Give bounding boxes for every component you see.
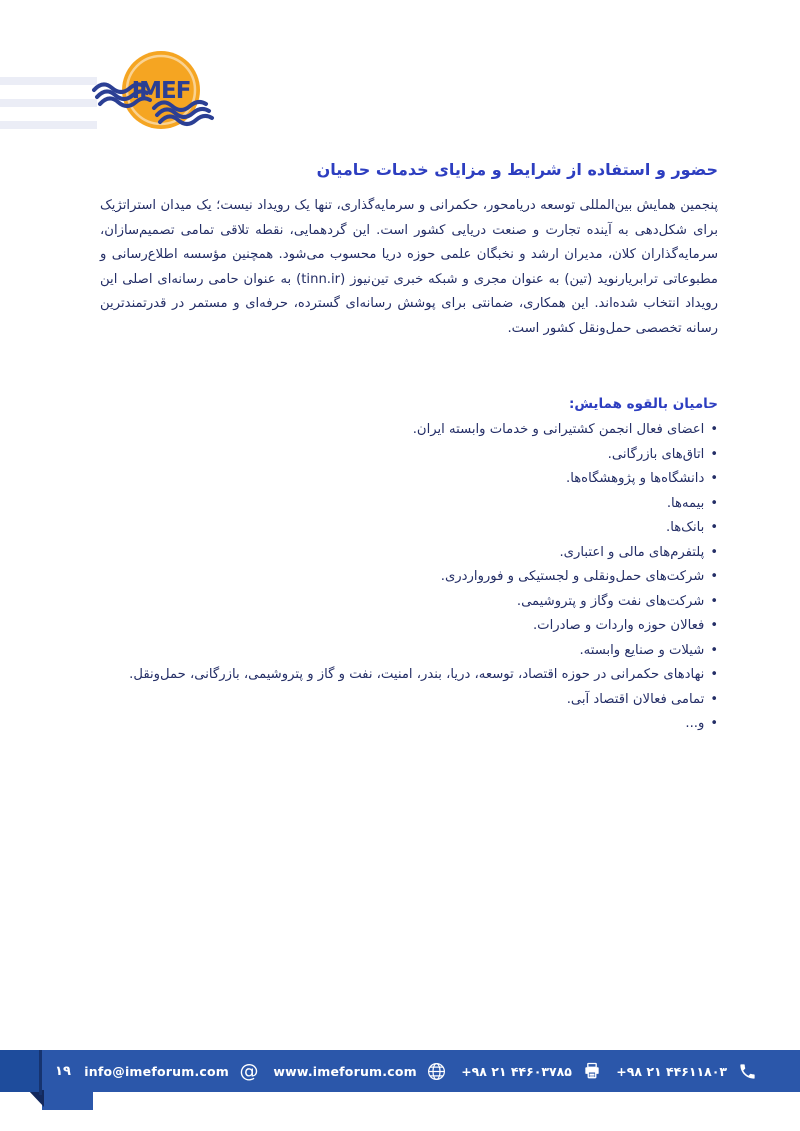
list-item [100, 544, 718, 562]
list-item [100, 446, 718, 464]
footer-dark-segment [0, 1050, 40, 1092]
list-item-label: بانک‌ها. [666, 520, 705, 535]
list-item-label: فعالان حوزه واردات و صادرات. [532, 618, 705, 633]
globe-icon [426, 1060, 448, 1082]
fax-number: +۹۸ ۲۱ ۴۴۶۰۳۷۸۵ [461, 1063, 572, 1079]
bullet-icon: • [710, 618, 718, 633]
fax-icon [581, 1060, 603, 1082]
list-item-label: شرکت‌های نفت وگاز و پتروشیمی. [516, 593, 705, 609]
at-icon: @ [239, 1060, 259, 1082]
list-item-label: تمامی فعالان اقتصاد آبی. [566, 691, 705, 707]
list-item [100, 568, 718, 586]
ribbon-edge [39, 1050, 42, 1095]
list-item [100, 519, 718, 537]
footer-bar [0, 1050, 800, 1092]
bullet-icon: • [710, 569, 718, 584]
intro-paragraph: پنجمین همایش بین‌المللی توسعه دریامحور، حکمرانی و سرمایه‌گذاری، تنها یک رویداد نیست؛ یک میدان استراتژیک برای شکل‌دهی به آینده تجارت و صنعت دریایی کشور است. این گردهمایی، نقطه تلاقی تمامی تصمیم‌سازان، سرمایه‌گذاران کلان، مدیران ارشد و نخبگان علمی حوزه دریا محسوب می‌شود. همچنین مؤسسه اطلاع‌رسانی و مطبوعاتی ترابریارنوید (تین) به عنوان مجری و شبکه خبری تین‌نیوز (tinn.ir) به عنوان حامی رسانه‌ای اصلی این رویداد انتخاب شده‌اند. این همکاری، ضمانتی برای پوشش رسانه‌ای گسترده، حرفه‌ای و مستمر در قدرتمندترین رسانه تخصصی حمل‌ونقل کشور است. [100, 198, 718, 336]
footer-fax-group [461, 1060, 603, 1082]
list-item-label: پلتفرم‌های مالی و اعتباری. [559, 544, 705, 560]
imef-logo [88, 50, 238, 142]
list-item [100, 617, 718, 635]
list-item-label: اتاق‌های بازرگانی. [607, 446, 705, 462]
footer-phone-group [616, 1060, 758, 1082]
potential-sponsors-subheading: حامیان بالقوه همایش: [568, 396, 718, 412]
bullet-icon: • [710, 642, 718, 658]
list-item [100, 691, 718, 709]
email-link[interactable]: info@imeforum.com [84, 1063, 230, 1079]
bullet-icon: • [710, 716, 718, 731]
logo-text: IMEF [131, 78, 191, 104]
list-item [100, 593, 718, 611]
bullet-icon: • [710, 544, 718, 560]
bullet-icon: • [710, 593, 718, 609]
list-item-label: شرکت‌های حمل‌ونقلی و لجستیکی و فورواردری. [440, 569, 705, 584]
list-item [100, 715, 718, 733]
list-item [100, 421, 718, 439]
decorative-stripe [0, 77, 97, 85]
bullet-icon: • [710, 520, 718, 535]
list-item-label: نهادهای حکمرانی در حوزه اقتصاد، توسعه، دریا، بندر، امنیت، نفت و گاز و پتروشیمی، بازرگانی، حمل‌ونقل. [129, 667, 705, 682]
bullet-icon: • [710, 446, 718, 462]
list-item-label: شیلات و صنایع وابسته. [579, 642, 705, 658]
bullet-icon: • [710, 495, 718, 511]
decorative-stripe [0, 99, 97, 107]
bullet-icon: • [710, 471, 718, 486]
list-item-label: دانشگاه‌ها و پژوهشگاه‌ها. [566, 471, 705, 486]
list-item [100, 470, 718, 488]
sponsors-bullet-list [100, 421, 718, 740]
list-item [100, 666, 718, 684]
phone-icon [736, 1060, 758, 1082]
list-item-label: اعضای فعال انجمن کشتیرانی و خدمات وابسته ایران. [412, 422, 705, 437]
website-link[interactable]: www.imeforum.com [273, 1063, 417, 1079]
footer-email-group [84, 1060, 260, 1082]
phone-number: +۹۸ ۲۱ ۴۴۶۱۱۸۰۳ [616, 1063, 727, 1079]
bullet-icon: • [710, 667, 718, 682]
page-title: حضور و استفاده از شرایط و مزایای خدمات حامیان [316, 160, 718, 179]
decorative-stripe [0, 121, 97, 129]
bullet-icon: • [710, 422, 718, 437]
page-number: ۱۹ [55, 1063, 71, 1079]
list-item-label: بیمه‌ها. [666, 495, 705, 511]
footer-website-group [273, 1060, 447, 1082]
list-item-label: و... [685, 716, 705, 731]
list-item [100, 642, 718, 660]
list-item [100, 495, 718, 513]
bullet-icon: • [710, 691, 718, 707]
